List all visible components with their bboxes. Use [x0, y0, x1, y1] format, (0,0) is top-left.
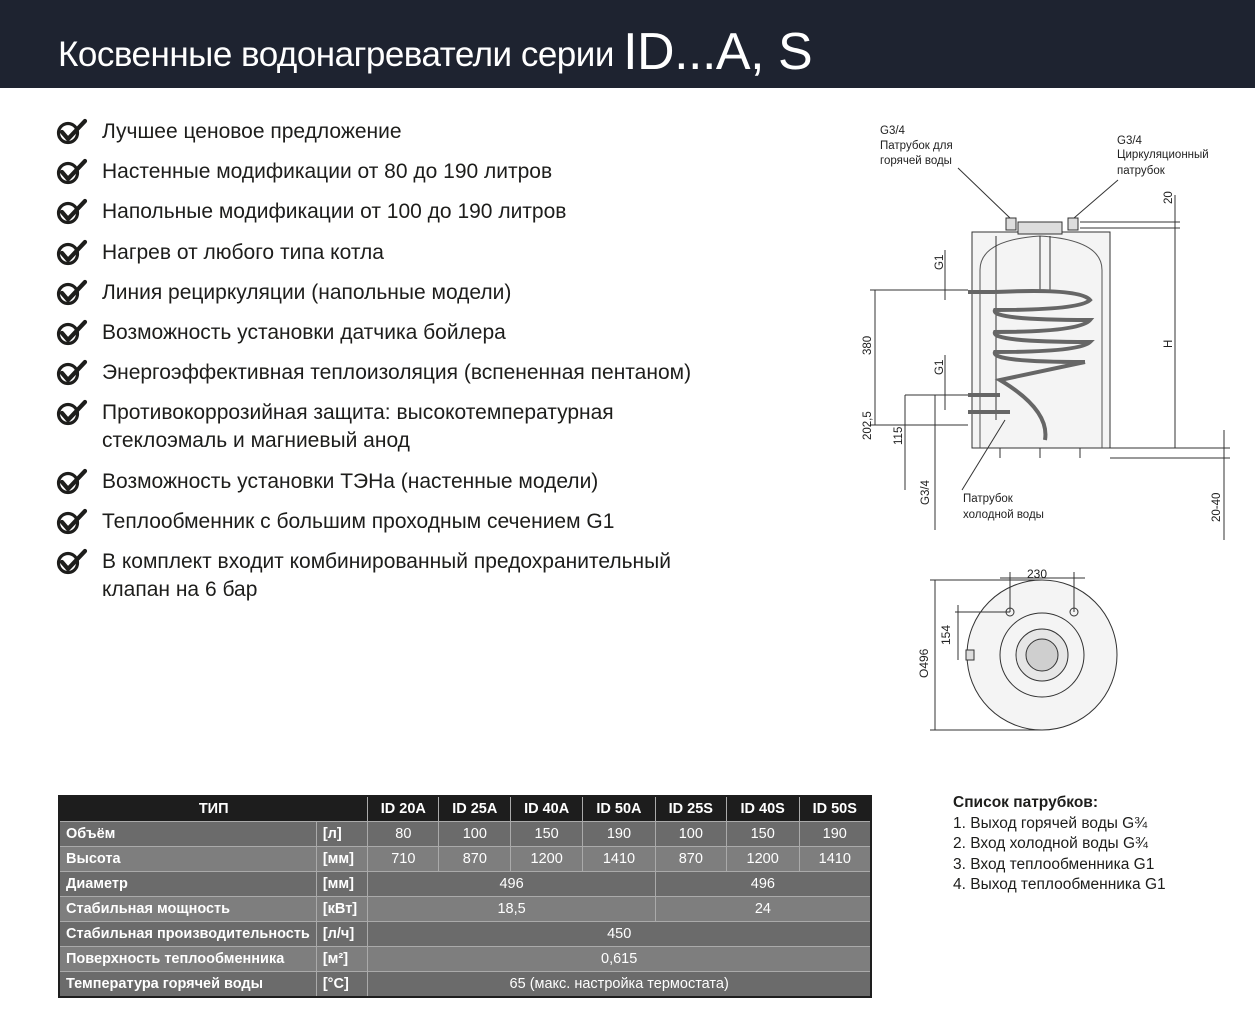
dim-496: O496	[917, 648, 931, 678]
feature-item	[56, 468, 696, 496]
row-unit: [кВт]	[316, 897, 368, 922]
row-unit: [°С]	[316, 972, 368, 998]
check-icon	[56, 198, 88, 226]
table-row	[59, 922, 871, 947]
feature-text: Настенные модификации от 80 до 190 литров	[102, 160, 553, 184]
row-label: Диаметр	[59, 872, 316, 897]
row-unit: [мм]	[316, 847, 368, 872]
table-row	[59, 822, 871, 847]
dim-20-40: 20-40	[1211, 492, 1223, 522]
table-header-cell: ID 50A	[583, 796, 656, 822]
table-cell: 1200	[511, 847, 583, 872]
row-unit: [л/ч]	[316, 922, 368, 947]
hot-label-1: Патрубок для	[880, 140, 953, 152]
dim-202: 202,5	[862, 411, 874, 440]
row-unit: [мм]	[316, 872, 368, 897]
feature-text: Противокоррозийная защита: высокотемпературная стеклоэмаль и магниевый анод	[102, 401, 614, 453]
table-cell: 0,615	[368, 947, 871, 972]
feature-text: Лучшее ценовое предложение	[102, 120, 402, 143]
connections-title: Список патрубков:	[953, 794, 1098, 811]
connection-item: 1. Выход горячей воды G¾	[953, 814, 1148, 832]
circ-size-label: G3/4	[1117, 135, 1142, 147]
circ-label-1: Циркуляционный	[1117, 149, 1209, 161]
table-cell: 496	[368, 872, 655, 897]
dim-380: 380	[862, 335, 874, 355]
page-title	[58, 22, 812, 82]
row-label: Объём	[59, 822, 316, 847]
dim-g1-bottom: G1	[934, 359, 946, 375]
feature-text: В комплект входит комбинированный предохранительный клапан на 6 бар	[102, 549, 671, 601]
check-icon	[56, 399, 88, 427]
dim-g1-top: G1	[934, 254, 946, 270]
hot-label-2: горячей воды	[880, 155, 952, 167]
table-cell: 496	[655, 872, 871, 897]
feature-item	[56, 508, 696, 536]
title-text: Косвенные водонагреватели серии	[58, 35, 624, 74]
table-cell: 80	[368, 822, 439, 847]
table-cell: 450	[368, 922, 871, 947]
table-header-cell: ID 40A	[511, 796, 583, 822]
table-header-cell: ID 40S	[726, 796, 799, 822]
cold-label-2: холодной воды	[963, 509, 1044, 521]
feature-text: Энергоэффективная теплоизоляция (вспененная пентаном)	[102, 361, 692, 385]
feature-text: Напольные модификации от 100 до 190 литров	[102, 200, 567, 224]
table-row	[59, 847, 871, 872]
check-icon	[56, 319, 88, 347]
dim-20: 20	[1163, 191, 1175, 204]
row-label: Поверхность теплообменника	[59, 947, 316, 972]
feature-item	[56, 118, 696, 146]
table-cell: 870	[655, 847, 726, 872]
feature-text: Возможность установки ТЭНа (настенные модели)	[102, 469, 599, 493]
table-cell: 150	[511, 822, 583, 847]
table-cell: 1410	[799, 847, 871, 872]
check-icon	[56, 279, 88, 307]
feature-item	[56, 548, 696, 604]
feature-text: Теплообменник с большим проходным сечением G1	[102, 509, 615, 533]
check-icon	[56, 239, 88, 267]
feature-list	[56, 118, 696, 616]
connections-list	[953, 793, 1166, 896]
table-header-cell: ID 20A	[368, 796, 439, 822]
feature-item	[56, 279, 696, 307]
table-header-cell: ТИП	[59, 796, 368, 822]
dim-115: 115	[893, 426, 905, 445]
row-unit: [м²]	[316, 947, 368, 972]
dim-h: H	[1163, 339, 1175, 348]
table-cell: 710	[368, 847, 439, 872]
table-cell: 65 (макс. настройка термостата)	[368, 972, 871, 998]
table-header-cell: ID 25S	[655, 796, 726, 822]
spec-table	[58, 795, 872, 998]
table-header-row	[59, 796, 871, 822]
circ-label-2: патрубок	[1117, 165, 1165, 177]
table-cell: 870	[439, 847, 511, 872]
connection-item: 2. Вход холодной воды G¾	[953, 835, 1148, 852]
feature-item	[56, 158, 696, 186]
feature-item	[56, 198, 696, 226]
connection-item: 4. Выход теплообменника G1	[953, 876, 1166, 893]
table-cell: 1200	[726, 847, 799, 872]
table-header-cell: ID 50S	[799, 796, 871, 822]
table-row	[59, 972, 871, 998]
title-series: ID...A, S	[623, 23, 813, 81]
row-label: Стабильная мощность	[59, 897, 316, 922]
side-view-drawing	[850, 118, 1230, 550]
table-header-cell: ID 25A	[439, 796, 511, 822]
table-row	[59, 872, 871, 897]
table-cell: 190	[799, 822, 871, 847]
table-row	[59, 947, 871, 972]
row-label: Стабильная производительность	[59, 922, 316, 947]
check-icon	[56, 118, 88, 146]
row-label: Высота	[59, 847, 316, 872]
table-cell: 150	[726, 822, 799, 847]
feature-item	[56, 399, 696, 455]
table-cell: 1410	[583, 847, 656, 872]
feature-text: Нагрев от любого типа котла	[102, 240, 384, 264]
feature-text: Возможность установки датчика бойлера	[102, 320, 506, 344]
cold-label-1: Патрубок	[963, 493, 1013, 505]
connection-item: 3. Вход теплообменника G1	[953, 855, 1155, 873]
table-row	[59, 897, 871, 922]
dim-230: 230	[1027, 567, 1048, 581]
feature-text: Линия рециркуляции (напольные модели)	[102, 280, 512, 304]
dim-g34: G3/4	[920, 480, 932, 505]
check-icon	[56, 359, 88, 387]
check-icon	[56, 468, 88, 496]
feature-item	[56, 239, 696, 267]
table-cell: 100	[439, 822, 511, 847]
hot-size-label: G3/4	[880, 125, 905, 137]
table-cell: 24	[655, 897, 871, 922]
dim-154: 154	[939, 624, 953, 645]
check-icon	[56, 158, 88, 186]
feature-item	[56, 359, 696, 387]
check-icon	[56, 508, 88, 536]
page-header	[0, 0, 1255, 88]
table-cell: 18,5	[368, 897, 655, 922]
feature-item	[56, 319, 696, 347]
table-cell: 100	[655, 822, 726, 847]
check-icon	[56, 548, 88, 576]
row-label: Температура горячей воды	[59, 972, 316, 998]
top-view-drawing	[905, 565, 1120, 735]
row-unit: [л]	[316, 822, 368, 847]
table-cell: 190	[583, 822, 656, 847]
